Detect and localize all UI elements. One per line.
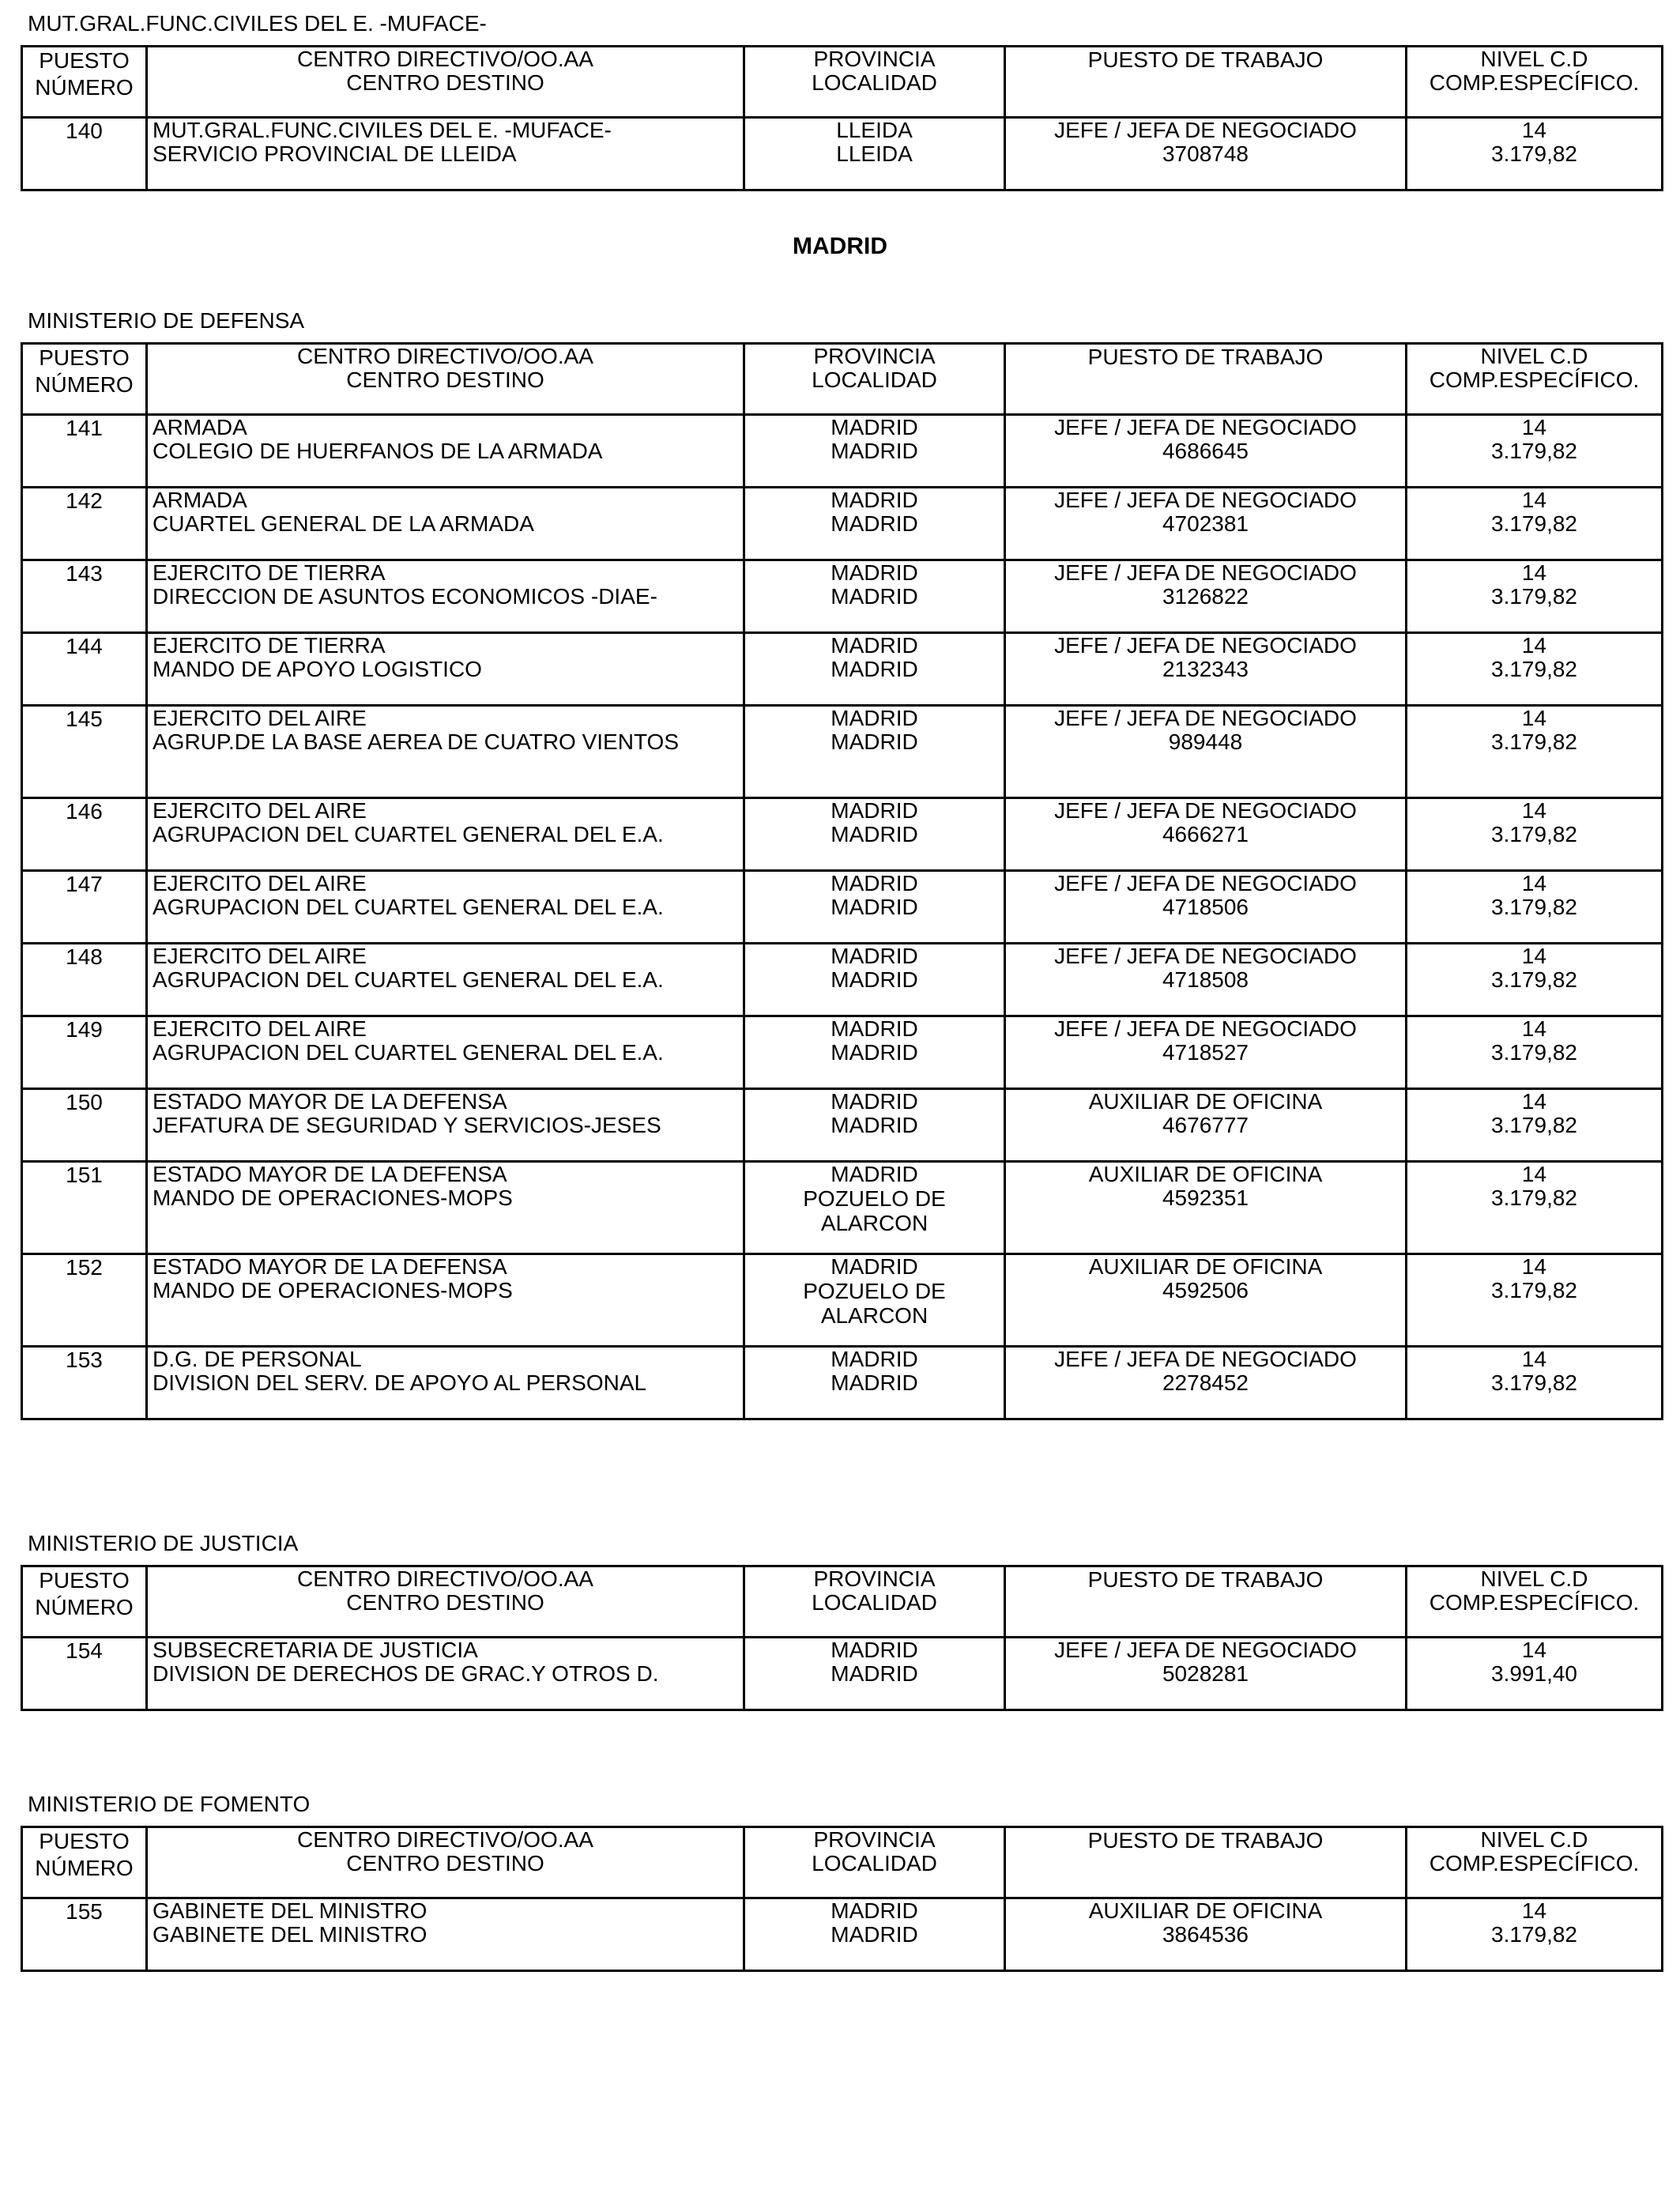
- centro-cell-line-2: DIRECCION DE ASUNTOS ECONOMICOS -DIAE-: [153, 584, 657, 609]
- header-centro-line-2: CENTRO DESTINO: [346, 70, 544, 95]
- puesto-cell: [1005, 560, 1407, 633]
- section-title: MINISTERIO DE FOMENTO: [28, 1792, 311, 1816]
- puesto-cell-line-1: JEFE / JEFA DE NEGOCIADO: [1054, 706, 1357, 730]
- table-row: [22, 488, 1663, 560]
- puesto-cell-line-1: JEFE / JEFA DE NEGOCIADO: [1054, 798, 1357, 823]
- provincia-cell-line-1: MADRID: [831, 1162, 918, 1186]
- centro-cell: [147, 1898, 744, 1971]
- puesto-numero: 145: [22, 706, 147, 798]
- nivel-cell: [1407, 488, 1663, 560]
- provincia-cell-line-2: MADRID: [831, 895, 918, 919]
- provincia-cell-line-2: MADRID: [831, 1370, 918, 1395]
- provincia-cell-line-1: MADRID: [831, 1638, 918, 1662]
- nivel-cell-line-2: 3.179,82: [1491, 895, 1577, 919]
- provincia-cell-line-2: MADRID: [831, 657, 918, 681]
- nivel-cell-line-1: 14: [1521, 798, 1547, 823]
- puesto-numero: 146: [22, 798, 147, 871]
- puesto-cell-line-2: 4676777: [1162, 1113, 1249, 1137]
- provincia-cell-line-1: MADRID: [831, 488, 918, 512]
- nivel-cell: [1407, 1347, 1663, 1419]
- puesto-numero: 153: [22, 1347, 147, 1419]
- puesto-numero: 144: [22, 633, 147, 706]
- provincia-cell-line-2: MADRID: [831, 1922, 918, 1947]
- nivel-cell-line-1: 14: [1521, 415, 1547, 439]
- puesto-cell: [1005, 706, 1407, 798]
- header-nivel: [1407, 344, 1663, 415]
- centro-cell-line-1: EJERCITO DE TIERRA: [153, 560, 386, 585]
- puesto-cell-line-2: 4592506: [1162, 1278, 1249, 1302]
- table-row: [22, 1162, 1663, 1254]
- centro-cell: [147, 1347, 744, 1419]
- puesto-cell-line-1: JEFE / JEFA DE NEGOCIADO: [1054, 633, 1357, 658]
- provincia-cell: [744, 415, 1005, 488]
- centro-cell: [147, 706, 744, 798]
- table-header-row: [22, 344, 1663, 415]
- puesto-cell-line-2: 5028281: [1162, 1661, 1249, 1686]
- puesto-cell-line-2: 2278452: [1162, 1370, 1249, 1395]
- nivel-cell: [1407, 415, 1663, 488]
- table-header-row: [22, 47, 1663, 118]
- provincia-cell: [744, 1347, 1005, 1419]
- provincia-cell-line-2: MADRID: [831, 1661, 918, 1686]
- puesto-cell: [1005, 488, 1407, 560]
- header-nivel-line-1: NIVEL C.D: [1480, 344, 1588, 368]
- puesto-cell-line-2: 3864536: [1162, 1922, 1249, 1947]
- table-row: [22, 1638, 1663, 1710]
- nivel-cell-line-2: 3.179,82: [1491, 439, 1577, 463]
- puesto-numero: 152: [22, 1254, 147, 1347]
- provincia-cell-line-1: MADRID: [831, 633, 918, 658]
- centro-cell-line-1: EJERCITO DE TIERRA: [153, 633, 386, 658]
- centro-cell: [147, 871, 744, 944]
- section-title: MINISTERIO DE DEFENSA: [28, 308, 305, 333]
- table-row: [22, 871, 1663, 944]
- puesto-cell-line-1: AUXILIAR DE OFICINA: [1088, 1162, 1323, 1186]
- puesto-numero: 149: [22, 1016, 147, 1089]
- puesto-cell-line-2: 4718506: [1162, 895, 1249, 919]
- provincia-cell-line-2: MADRID: [831, 511, 918, 536]
- nivel-cell-line-1: 14: [1521, 706, 1547, 730]
- puesto-numero: 141: [22, 415, 147, 488]
- provincia-cell-line-1: MADRID: [831, 706, 918, 730]
- puesto-cell-line-1: JEFE / JEFA DE NEGOCIADO: [1054, 488, 1357, 512]
- table-row: [22, 118, 1663, 190]
- provincia-cell: [744, 944, 1005, 1016]
- provincia-cell: [744, 560, 1005, 633]
- provincia-cell-line-1: MADRID: [831, 871, 918, 895]
- puesto-cell-line-1: JEFE / JEFA DE NEGOCIADO: [1054, 871, 1357, 895]
- puesto-cell-line-1: JEFE / JEFA DE NEGOCIADO: [1054, 1347, 1357, 1371]
- centro-cell-line-2: SERVICIO PROVINCIAL DE LLEIDA: [153, 141, 517, 166]
- centro-cell: [147, 488, 744, 560]
- nivel-cell-line-2: 3.179,82: [1491, 1113, 1577, 1137]
- centro-cell-line-1: D.G. DE PERSONAL: [153, 1347, 362, 1371]
- nivel-cell-line-1: 14: [1521, 118, 1547, 142]
- header-centro-line-2: CENTRO DESTINO: [346, 368, 544, 392]
- centro-cell-line-2: GABINETE DEL MINISTRO: [153, 1922, 428, 1947]
- header-centro-line-1: CENTRO DIRECTIVO/OO.AA: [297, 1566, 593, 1591]
- provincia-cell: [744, 1089, 1005, 1162]
- puesto-cell: [1005, 1162, 1407, 1254]
- provincia-cell: [744, 798, 1005, 871]
- header-provincia-line-2: LOCALIDAD: [812, 70, 937, 95]
- nivel-cell: [1407, 871, 1663, 944]
- centro-cell: [147, 798, 744, 871]
- puesto-cell-line-1: JEFE / JEFA DE NEGOCIADO: [1054, 944, 1357, 968]
- nivel-cell: [1407, 706, 1663, 798]
- header-provincia-line-2: LOCALIDAD: [812, 1590, 937, 1615]
- nivel-cell-line-1: 14: [1521, 1089, 1547, 1114]
- nivel-cell-line-1: 14: [1521, 1016, 1547, 1041]
- header-nivel-line-2: COMP.ESPECÍFICO.: [1429, 368, 1640, 392]
- header-provincia-line-1: PROVINCIA: [813, 1566, 936, 1591]
- header-provincia-line-2: LOCALIDAD: [812, 1851, 937, 1875]
- centro-cell-line-1: SUBSECRETARIA DE JUSTICIA: [153, 1638, 478, 1662]
- puesto-cell: [1005, 1254, 1407, 1347]
- provincia-cell: [744, 633, 1005, 706]
- table-row: [22, 415, 1663, 488]
- puesto-cell-line-1: JEFE / JEFA DE NEGOCIADO: [1054, 118, 1357, 142]
- section-title: MINISTERIO DE JUSTICIA: [28, 1531, 299, 1555]
- centro-cell-line-2: DIVISION DEL SERV. DE APOYO AL PERSONAL: [153, 1370, 647, 1395]
- provincia-cell: [744, 1016, 1005, 1089]
- provincia-cell: [744, 1898, 1005, 1971]
- header-nivel-line-2: COMP.ESPECÍFICO.: [1429, 70, 1640, 95]
- puesto-cell-line-1: AUXILIAR DE OFICINA: [1088, 1089, 1323, 1114]
- centro-cell-line-2: AGRUPACION DEL CUARTEL GENERAL DEL E.A.: [153, 967, 664, 992]
- provincia-cell-line-2: MADRID: [831, 729, 918, 754]
- table-row: [22, 1347, 1663, 1419]
- table-row: [22, 560, 1663, 633]
- header-centro: [147, 1827, 744, 1898]
- puesto-cell-line-1: JEFE / JEFA DE NEGOCIADO: [1054, 560, 1357, 585]
- centro-cell-line-1: MUT.GRAL.FUNC.CIVILES DEL E. -MUFACE-: [153, 118, 612, 142]
- puesto-cell: [1005, 944, 1407, 1016]
- nivel-cell-line-2: 3.179,82: [1491, 729, 1577, 754]
- nivel-cell-line-2: 3.179,82: [1491, 511, 1577, 536]
- centro-cell-line-2: JEFATURA DE SEGURIDAD Y SERVICIOS-JESES: [153, 1113, 661, 1137]
- header-nivel-line-2: COMP.ESPECÍFICO.: [1429, 1851, 1640, 1875]
- header-centro-line-1: CENTRO DIRECTIVO/OO.AA: [297, 1827, 593, 1852]
- table-row: [22, 944, 1663, 1016]
- nivel-cell: [1407, 118, 1663, 190]
- header-nivel-line-2: COMP.ESPECÍFICO.: [1429, 1590, 1640, 1615]
- provincia-cell-line-1: MADRID: [831, 1254, 918, 1279]
- nivel-cell-line-1: 14: [1521, 1638, 1547, 1662]
- puesto-cell-line-2: 989448: [1168, 729, 1243, 754]
- provincia-cell-line-1: MADRID: [831, 944, 918, 968]
- puesto-cell: [1005, 633, 1407, 706]
- puesto-numero: 155: [22, 1898, 147, 1971]
- centro-cell: [147, 415, 744, 488]
- centro-cell: [147, 1162, 744, 1254]
- provincia-cell-line-2: MADRID: [831, 584, 918, 609]
- header-centro-line-2: CENTRO DESTINO: [346, 1590, 544, 1615]
- header-provincia: [744, 344, 1005, 415]
- puesto-cell-line-1: JEFE / JEFA DE NEGOCIADO: [1054, 415, 1357, 439]
- nivel-cell-line-1: 14: [1521, 1898, 1547, 1923]
- jobs-table-defensa: [21, 342, 1663, 1420]
- centro-cell-line-2: AGRUPACION DEL CUARTEL GENERAL DEL E.A.: [153, 1040, 664, 1065]
- section-title: MUT.GRAL.FUNC.CIVILES DEL E. -MUFACE-: [28, 11, 487, 36]
- puesto-cell-line-2: 3708748: [1162, 141, 1249, 166]
- puesto-numero: 142: [22, 488, 147, 560]
- header-puesto-trabajo: PUESTO DE TRABAJO: [1005, 344, 1407, 415]
- nivel-cell: [1407, 633, 1663, 706]
- centro-cell: [147, 1016, 744, 1089]
- header-puesto-numero: PUESTO NÚMERO: [22, 47, 147, 118]
- puesto-numero: 140: [22, 118, 147, 190]
- provincia-cell: [744, 1162, 1005, 1254]
- nivel-cell-line-1: 14: [1521, 871, 1547, 895]
- centro-cell: [147, 944, 744, 1016]
- nivel-cell: [1407, 1638, 1663, 1710]
- header-provincia-line-1: PROVINCIA: [813, 47, 936, 71]
- table-row: [22, 1254, 1663, 1347]
- centro-cell-line-1: EJERCITO DEL AIRE: [153, 944, 367, 968]
- provincia-cell-line-2: MADRID: [831, 967, 918, 992]
- province-title: MADRID: [793, 233, 887, 259]
- centro-cell: [147, 560, 744, 633]
- nivel-cell: [1407, 1089, 1663, 1162]
- nivel-cell: [1407, 1898, 1663, 1971]
- centro-cell-line-2: CUARTEL GENERAL DE LA ARMADA: [153, 511, 534, 536]
- nivel-cell: [1407, 1016, 1663, 1089]
- centro-cell-line-1: ESTADO MAYOR DE LA DEFENSA: [153, 1089, 507, 1114]
- header-centro-line-1: CENTRO DIRECTIVO/OO.AA: [297, 47, 593, 71]
- nivel-cell-line-2: 3.991,40: [1491, 1661, 1577, 1686]
- header-nivel-line-1: NIVEL C.D: [1480, 1566, 1588, 1591]
- centro-cell: [147, 633, 744, 706]
- provincia-cell-line-1: MADRID: [831, 1898, 918, 1923]
- provincia-cell: [744, 706, 1005, 798]
- table-header-row: [22, 1827, 1663, 1898]
- header-nivel-line-1: NIVEL C.D: [1480, 1827, 1588, 1852]
- puesto-numero: 148: [22, 944, 147, 1016]
- provincia-cell-line-1: MADRID: [831, 1347, 918, 1371]
- puesto-cell-line-1: JEFE / JEFA DE NEGOCIADO: [1054, 1638, 1357, 1662]
- provincia-cell-line-2: MADRID: [831, 1040, 918, 1065]
- header-centro-line-2: CENTRO DESTINO: [346, 1851, 544, 1875]
- centro-cell-line-1: GABINETE DEL MINISTRO: [153, 1898, 428, 1923]
- provincia-cell: [744, 871, 1005, 944]
- nivel-cell-line-2: 3.179,82: [1491, 822, 1577, 846]
- nivel-cell-line-2: 3.179,82: [1491, 967, 1577, 992]
- provincia-cell-line-1: MADRID: [831, 415, 918, 439]
- header-nivel: [1407, 1566, 1663, 1638]
- centro-cell-line-1: EJERCITO DEL AIRE: [153, 706, 367, 730]
- puesto-cell: [1005, 118, 1407, 190]
- centro-cell-line-1: ARMADA: [153, 415, 247, 439]
- table-header-row: [22, 1566, 1663, 1638]
- nivel-cell: [1407, 798, 1663, 871]
- provincia-cell: [744, 1254, 1005, 1347]
- provincia-cell-line-2: MADRID: [831, 1113, 918, 1137]
- table-row: [22, 798, 1663, 871]
- header-nivel: [1407, 47, 1663, 118]
- header-puesto-trabajo: PUESTO DE TRABAJO: [1005, 47, 1407, 118]
- centro-cell-line-2: MANDO DE OPERACIONES-MOPS: [153, 1186, 513, 1210]
- puesto-cell: [1005, 1638, 1407, 1710]
- puesto-cell: [1005, 1898, 1407, 1971]
- puesto-cell: [1005, 871, 1407, 944]
- table-row: [22, 1016, 1663, 1089]
- puesto-numero: 143: [22, 560, 147, 633]
- puesto-numero: 151: [22, 1162, 147, 1254]
- header-puesto-numero: PUESTO NÚMERO: [22, 344, 147, 415]
- provincia-cell-line-1: MADRID: [831, 1016, 918, 1041]
- header-centro: [147, 47, 744, 118]
- header-centro-line-1: CENTRO DIRECTIVO/OO.AA: [297, 344, 593, 368]
- centro-cell: [147, 1638, 744, 1710]
- centro-cell-line-1: EJERCITO DEL AIRE: [153, 1016, 367, 1041]
- provincia-cell-line-2: MADRID: [831, 822, 918, 846]
- header-puesto-trabajo: PUESTO DE TRABAJO: [1005, 1827, 1407, 1898]
- puesto-cell: [1005, 1089, 1407, 1162]
- puesto-cell-line-2: 4718508: [1162, 967, 1249, 992]
- centro-cell-line-1: ARMADA: [153, 488, 247, 512]
- puesto-numero: 147: [22, 871, 147, 944]
- jobs-table-justicia: [21, 1565, 1663, 1711]
- nivel-cell-line-2: 3.179,82: [1491, 1922, 1577, 1947]
- puesto-cell-line-2: 3126822: [1162, 584, 1249, 609]
- centro-cell-line-1: ESTADO MAYOR DE LA DEFENSA: [153, 1162, 507, 1186]
- header-puesto-numero: PUESTO NÚMERO: [22, 1566, 147, 1638]
- nivel-cell-line-2: 3.179,82: [1491, 657, 1577, 681]
- centro-cell-line-2: AGRUPACION DEL CUARTEL GENERAL DEL E.A.: [153, 895, 664, 919]
- header-provincia: [744, 1566, 1005, 1638]
- header-provincia: [744, 1827, 1005, 1898]
- nivel-cell-line-1: 14: [1521, 1347, 1547, 1371]
- header-puesto-numero: PUESTO NÚMERO: [22, 1827, 147, 1898]
- nivel-cell-line-2: 3.179,82: [1491, 1278, 1577, 1302]
- nivel-cell-line-1: 14: [1521, 1254, 1547, 1279]
- header-provincia-line-1: PROVINCIA: [813, 1827, 936, 1852]
- table-row: [22, 1898, 1663, 1971]
- centro-cell-line-2: MANDO DE APOYO LOGISTICO: [153, 657, 482, 681]
- nivel-cell: [1407, 944, 1663, 1016]
- centro-cell-line-2: AGRUP.DE LA BASE AEREA DE CUATRO VIENTOS: [153, 729, 679, 754]
- puesto-cell-line-1: AUXILIAR DE OFICINA: [1088, 1898, 1323, 1923]
- puesto-cell-line-1: JEFE / JEFA DE NEGOCIADO: [1054, 1016, 1357, 1041]
- nivel-cell-line-1: 14: [1521, 633, 1547, 658]
- centro-cell-line-1: EJERCITO DEL AIRE: [153, 871, 367, 895]
- centro-cell: [147, 1089, 744, 1162]
- nivel-cell: [1407, 1162, 1663, 1254]
- centro-cell-line-2: COLEGIO DE HUERFANOS DE LA ARMADA: [153, 439, 603, 463]
- header-centro: [147, 1566, 744, 1638]
- nivel-cell-line-2: 3.179,82: [1491, 1186, 1577, 1210]
- centro-cell-line-2: AGRUPACION DEL CUARTEL GENERAL DEL E.A.: [153, 822, 664, 846]
- provincia-cell-line-1: MADRID: [831, 1089, 918, 1114]
- nivel-cell-line-2: 3.179,82: [1491, 584, 1577, 609]
- table-row: [22, 706, 1663, 798]
- nivel-cell-line-1: 14: [1521, 1162, 1547, 1186]
- puesto-cell: [1005, 415, 1407, 488]
- provincia-cell: [744, 118, 1005, 190]
- header-centro: [147, 344, 744, 415]
- provincia-cell-line-2: POZUELO DE ALARCON: [803, 1279, 946, 1328]
- puesto-cell: [1005, 798, 1407, 871]
- nivel-cell-line-2: 3.179,82: [1491, 1040, 1577, 1065]
- puesto-numero: 154: [22, 1638, 147, 1710]
- puesto-cell-line-2: 2132343: [1162, 657, 1249, 681]
- centro-cell-line-2: MANDO DE OPERACIONES-MOPS: [153, 1278, 513, 1302]
- centro-cell-line-1: ESTADO MAYOR DE LA DEFENSA: [153, 1254, 507, 1279]
- table-row: [22, 1089, 1663, 1162]
- centro-cell-line-1: EJERCITO DEL AIRE: [153, 798, 367, 823]
- provincia-cell: [744, 1638, 1005, 1710]
- puesto-numero: 150: [22, 1089, 147, 1162]
- provincia-cell-line-2: LLEIDA: [836, 141, 913, 166]
- puesto-cell-line-2: 4592351: [1162, 1186, 1249, 1210]
- puesto-cell-line-1: AUXILIAR DE OFICINA: [1088, 1254, 1323, 1279]
- provincia-cell-line-2: MADRID: [831, 439, 918, 463]
- header-nivel-line-1: NIVEL C.D: [1480, 47, 1588, 71]
- puesto-cell-line-2: 4702381: [1162, 511, 1249, 536]
- puesto-cell-line-2: 4666271: [1162, 822, 1249, 846]
- puesto-cell: [1005, 1016, 1407, 1089]
- jobs-table-muface: [21, 45, 1663, 191]
- header-puesto-trabajo: PUESTO DE TRABAJO: [1005, 1566, 1407, 1638]
- provincia-cell-line-1: MADRID: [831, 798, 918, 823]
- nivel-cell-line-1: 14: [1521, 560, 1547, 585]
- puesto-cell: [1005, 1347, 1407, 1419]
- provincia-cell-line-1: MADRID: [831, 560, 918, 585]
- nivel-cell-line-1: 14: [1521, 944, 1547, 968]
- nivel-cell-line-2: 3.179,82: [1491, 1370, 1577, 1395]
- provincia-cell: [744, 488, 1005, 560]
- nivel-cell-line-1: 14: [1521, 488, 1547, 512]
- header-provincia-line-1: PROVINCIA: [813, 344, 936, 368]
- centro-cell: [147, 118, 744, 190]
- puesto-cell-line-2: 4718527: [1162, 1040, 1249, 1065]
- header-provincia: [744, 47, 1005, 118]
- centro-cell-line-2: DIVISION DE DERECHOS DE GRAC.Y OTROS D.: [153, 1661, 659, 1686]
- provincia-cell-line-2: POZUELO DE ALARCON: [803, 1186, 946, 1235]
- centro-cell: [147, 1254, 744, 1347]
- header-provincia-line-2: LOCALIDAD: [812, 368, 937, 392]
- nivel-cell: [1407, 560, 1663, 633]
- header-nivel: [1407, 1827, 1663, 1898]
- jobs-table-fomento: [21, 1826, 1663, 1972]
- provincia-cell-line-1: LLEIDA: [836, 118, 913, 142]
- puesto-cell-line-2: 4686645: [1162, 439, 1249, 463]
- nivel-cell: [1407, 1254, 1663, 1347]
- table-row: [22, 633, 1663, 706]
- nivel-cell-line-2: 3.179,82: [1491, 141, 1577, 166]
